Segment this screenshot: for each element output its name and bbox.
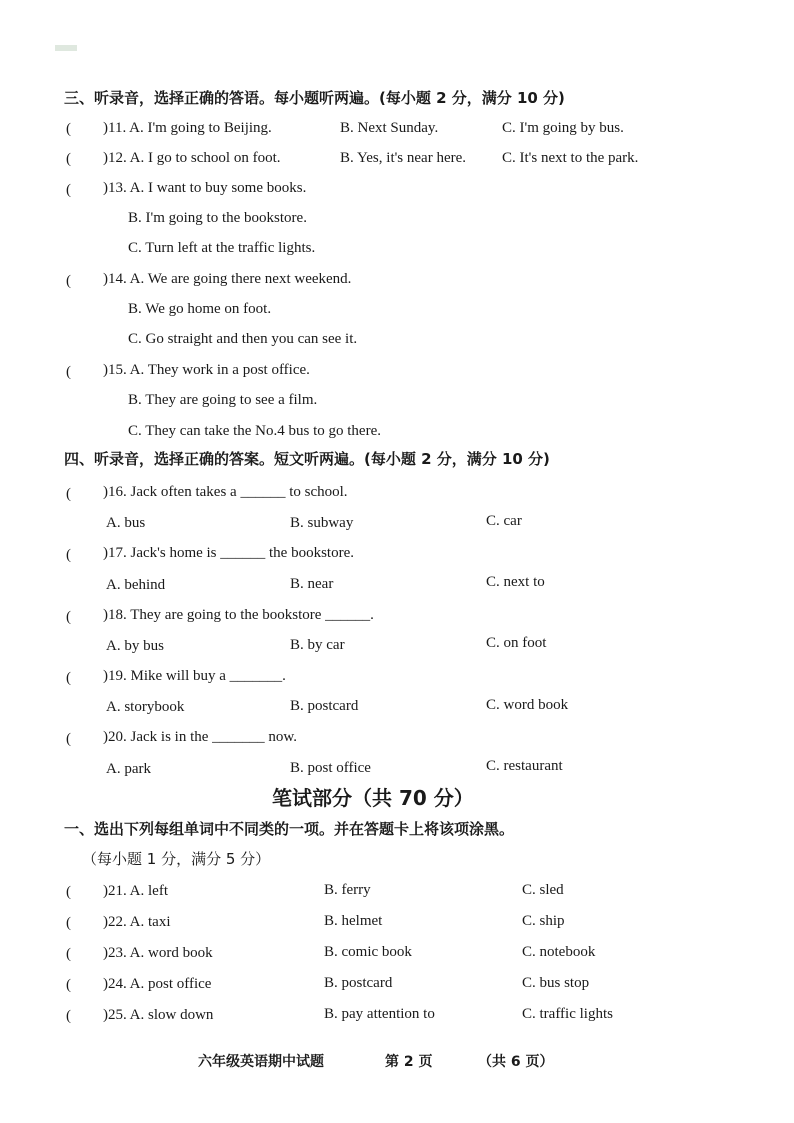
q19-option-b: B. postcard — [290, 698, 359, 714]
answer-paren[interactable]: ( — [66, 609, 71, 625]
q17-stem: )17. Jack's home is ______ the bookstore. — [103, 545, 355, 561]
q19-option-a: A. storybook — [106, 699, 185, 715]
q14-option-a: )14. A. We are going there next weekend. — [103, 271, 352, 287]
q20-stem: )20. Jack is in the _______ now. — [103, 729, 298, 745]
q16-option-b: B. subway — [290, 515, 354, 531]
q17-option-c: C. next to — [486, 574, 545, 590]
q13-option-c: C. Turn left at the traffic lights. — [128, 240, 316, 256]
q18-option-b: B. by car — [290, 637, 345, 653]
q16-option-c: C. car — [486, 513, 522, 529]
answer-paren[interactable]: ( — [66, 486, 71, 502]
q15-option-b: B. They are going to see a film. — [128, 392, 318, 408]
written-part1-subheading: （每小题 1 分，满分 5 分） — [82, 850, 271, 868]
answer-paren[interactable]: ( — [66, 1008, 71, 1024]
q20-option-c: C. restaurant — [486, 758, 563, 774]
q14-option-b: B. We go home on foot. — [128, 301, 272, 317]
part3-heading: 三、听录音，选择正确的答语。每小题听两遍。(每小题 2 分，满分 10 分) — [64, 89, 565, 107]
answer-paren[interactable]: ( — [66, 121, 71, 137]
q11-option-c: C. I'm going by bus. — [502, 120, 624, 136]
q12-option-c: C. It's next to the park. — [502, 150, 639, 166]
q16-stem: )16. Jack often takes a ______ to school. — [103, 484, 348, 500]
q11-option-a: )11. A. I'm going to Beijing. — [103, 120, 272, 136]
q12-option-a: )12. A. I go to school on foot. — [103, 150, 281, 166]
q22-option-b: B. helmet — [324, 913, 383, 929]
answer-paren[interactable]: ( — [66, 977, 71, 993]
answer-paren[interactable]: ( — [66, 547, 71, 563]
q22-option-a: )22. A. taxi — [103, 914, 171, 930]
answer-paren[interactable]: ( — [66, 182, 71, 198]
written-section-title: 笔试部分（共 70 分） — [272, 786, 474, 810]
q25-option-a: )25. A. slow down — [103, 1007, 214, 1023]
answer-paren[interactable]: ( — [66, 946, 71, 962]
q15-option-c: C. They can take the No.4 bus to go there. — [128, 423, 381, 439]
q18-stem: )18. They are going to the bookstore ______. — [103, 607, 374, 623]
q23-option-c: C. notebook — [522, 944, 596, 960]
q20-option-b: B. post office — [290, 760, 371, 776]
q25-option-b: B. pay attention to — [324, 1006, 435, 1022]
q23-option-a: )23. A. word book — [103, 945, 213, 961]
scan-mark — [55, 45, 77, 51]
q24-option-c: C. bus stop — [522, 975, 590, 991]
q12-option-b: B. Yes, it's near here. — [340, 150, 467, 166]
q13-option-b: B. I'm going to the bookstore. — [128, 210, 307, 226]
q15-option-a: )15. A. They work in a post office. — [103, 362, 310, 378]
q22-option-c: C. ship — [522, 913, 565, 929]
q21-option-c: C. sled — [522, 882, 564, 898]
q14-option-c: C. Go straight and then you can see it. — [128, 331, 358, 347]
answer-paren[interactable]: ( — [66, 364, 71, 380]
q25-option-c: C. traffic lights — [522, 1006, 613, 1022]
q21-option-b: B. ferry — [324, 882, 371, 898]
q24-option-b: B. postcard — [324, 975, 393, 991]
q23-option-b: B. comic book — [324, 944, 412, 960]
q11-option-b: B. Next Sunday. — [340, 120, 439, 136]
q16-option-a: A. bus — [106, 515, 146, 531]
written-part1-heading: 一、选出下列每组单词中不同类的一项。并在答题卡上将该项涂黑。 — [64, 820, 515, 838]
q19-stem: )19. Mike will buy a _______. — [103, 668, 286, 684]
part4-heading: 四、听录音，选择正确的答案。短文听两遍。(每小题 2 分，满分 10 分) — [64, 450, 550, 468]
answer-paren[interactable]: ( — [66, 151, 71, 167]
answer-paren[interactable]: ( — [66, 273, 71, 289]
q18-option-c: C. on foot — [486, 635, 547, 651]
q20-option-a: A. park — [106, 761, 151, 777]
footer-title: 六年级英语期中试题 — [198, 1054, 324, 1070]
q21-option-a: )21. A. left — [103, 883, 168, 899]
answer-paren[interactable]: ( — [66, 670, 71, 686]
footer-total-pages: （共 6 页） — [478, 1054, 554, 1070]
q18-option-a: A. by bus — [106, 638, 164, 654]
q24-option-a: )24. A. post office — [103, 976, 212, 992]
footer-page-number: 第 2 页 — [385, 1054, 433, 1070]
q17-option-b: B. near — [290, 576, 334, 592]
q13-option-a: )13. A. I want to buy some books. — [103, 180, 307, 196]
q17-option-a: A. behind — [106, 577, 166, 593]
q19-option-c: C. word book — [486, 697, 569, 713]
answer-paren[interactable]: ( — [66, 731, 71, 747]
answer-paren[interactable]: ( — [66, 884, 71, 900]
answer-paren[interactable]: ( — [66, 915, 71, 931]
